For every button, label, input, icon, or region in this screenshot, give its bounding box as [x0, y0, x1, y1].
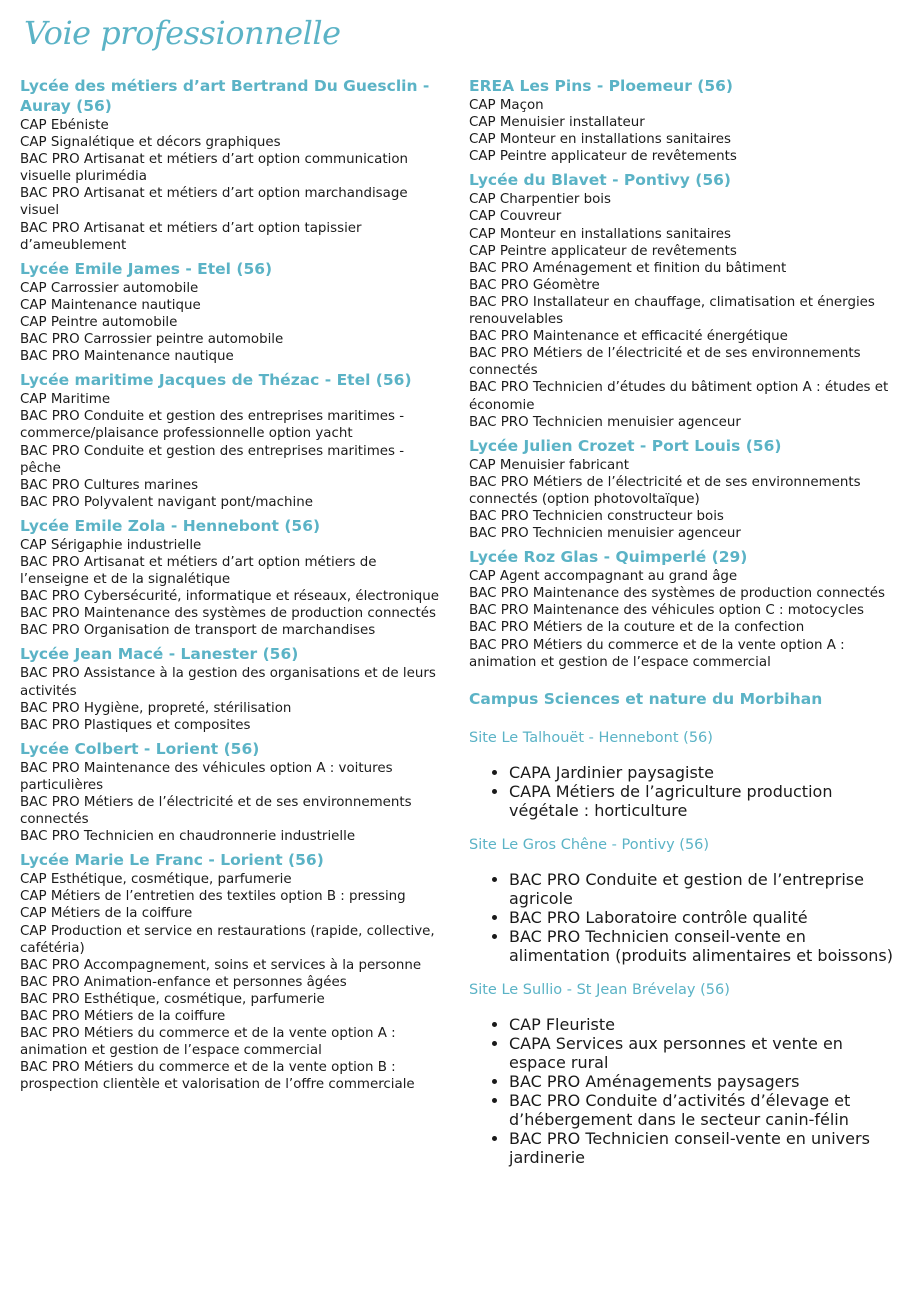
program-item: • CAPA Jardinier paysagiste [509, 763, 894, 782]
program-item: CAP Couvreur [469, 209, 562, 225]
school-block [469, 76, 894, 165]
program-list [20, 871, 448, 1093]
program-item: BAC PRO Technicien d’études du bâtiment option A : études et économie [469, 380, 889, 413]
program-item: CAP Monteur en installations sanitaires [469, 132, 731, 148]
school-block [20, 259, 448, 365]
program-item: BAC PRO Métiers de l’électricité et de ses environnements connectés [20, 795, 412, 828]
program-list [469, 191, 894, 430]
program-item: BAC PRO Maintenance nautique [20, 349, 234, 365]
program-item: CAP Monteur en installations sanitaires [469, 226, 731, 242]
school-block [20, 739, 448, 845]
program-item: CAP Maintenance nautique [20, 297, 201, 313]
left-column [20, 76, 448, 1099]
program-item: BAC PRO Métiers de la coiffure [20, 1009, 226, 1025]
program-item: BAC PRO Polyvalent navigant pont/machine [20, 494, 313, 510]
program-item: • BAC PRO Laboratoire contrôle qualité [509, 908, 894, 927]
program-item: CAP Ebéniste [20, 118, 109, 133]
program-item: BAC PRO Cybersécurité, informatique et réseaux, électronique [20, 589, 439, 605]
program-item: BAC PRO Maintenance des véhicules option C : motocycles [469, 603, 865, 619]
campus-section [469, 689, 894, 1167]
campus-title: Campus Sciences et nature du Morbihan [469, 689, 823, 708]
program-item: BAC PRO Conduite et gestion des entreprises maritimes - pêche [20, 443, 405, 476]
program-item: BAC PRO Maintenance des véhicules option A : voitures particulières [20, 760, 393, 793]
program-item: BAC PRO Hygiène, propreté, stérilisation [20, 700, 292, 716]
program-item: BAC PRO Maintenance des systèmes de production connectés [20, 606, 436, 622]
program-item: BAC PRO Métiers de l’électricité et de ses environnements connectés [469, 346, 861, 379]
program-item: CAP Charpentier bois [469, 192, 611, 208]
program-item: BAC PRO Technicien menuisier agenceur [469, 414, 741, 430]
site-block [469, 729, 894, 820]
program-item: CAP Maritime [20, 392, 111, 408]
site-block [469, 836, 894, 965]
program-list [469, 870, 894, 965]
program-item: • BAC PRO Conduite et gestion de l’entreprise agricole [509, 870, 894, 908]
program-list [20, 665, 448, 733]
program-item: BAC PRO Géomètre [469, 277, 600, 293]
school-block [20, 516, 448, 640]
program-item: BAC PRO Esthétique, cosmétique, parfumerie [20, 991, 325, 1007]
program-item: CAP Sérigaphie industrielle [20, 537, 202, 553]
school-name: Lycée des métiers d’art Bertrand Du Guesclin - Auray (56) [20, 77, 430, 115]
program-item: BAC PRO Métiers du commerce et de la vente option A : animation et gestion de l’espace commercial [20, 1026, 396, 1059]
program-item: BAC PRO Animation-enfance et personnes âgées [20, 974, 347, 990]
program-item: CAP Menuisier fabricant [469, 457, 629, 473]
program-list [20, 280, 448, 365]
program-item: BAC PRO Accompagnement, soins et services à la personne [20, 957, 422, 973]
program-item: BAC PRO Métiers de l’électricité et de ses environnements connectés (option photovoltaïque) [469, 474, 861, 507]
school-name: Lycée Roz Glas - Quimperlé (29) [469, 548, 748, 567]
school-name: EREA Les Pins - Ploemeur (56) [469, 77, 733, 95]
program-list [20, 537, 448, 640]
program-item: • BAC PRO Technicien conseil-vente en alimentation (produits alimentaires et boissons) [509, 927, 894, 965]
program-item: CAP Métiers de l’entretien des textiles option B : pressing [20, 889, 406, 905]
program-item: BAC PRO Technicien constructeur bois [469, 508, 724, 524]
school-name: Lycée Emile Zola - Hennebont (56) [20, 516, 321, 535]
program-item: • CAPA Services aux personnes et vente en espace rural [509, 1034, 894, 1072]
right-schools [469, 76, 894, 671]
right-column [469, 76, 894, 1183]
program-item: BAC PRO Cultures marines [20, 477, 199, 493]
school-name: Lycée maritime Jacques de Thézac - Etel (56) [20, 371, 412, 390]
site-name: Site Le Sullio - St Jean Brévelay (56) [469, 981, 730, 998]
school-block [20, 850, 448, 1093]
program-item: CAP Maçon [469, 98, 544, 113]
school-name: Lycée Colbert - Lorient (56) [20, 739, 260, 758]
program-list [469, 763, 894, 820]
program-item: CAP Production et service en restaurations (rapide, collective, cafétéria) [20, 923, 435, 956]
program-item: BAC PRO Métiers du commerce et de la vente option B : prospection clientèle et valorisation de l’offre commerciale [20, 1060, 415, 1093]
program-item: BAC PRO Métiers du commerce et de la vente option A : animation et gestion de l’espace commercial [469, 637, 845, 670]
program-item: CAP Peintre automobile [20, 314, 178, 330]
school-name: Lycée Emile James - Etel (56) [20, 259, 273, 278]
program-list [469, 457, 894, 542]
program-item: BAC PRO Carrossier peintre automobile [20, 332, 284, 348]
school-name: Lycée Jean Macé - Lanester (56) [20, 645, 299, 664]
program-item: BAC PRO Assistance à la gestion des organisations et de leurs activités [20, 666, 436, 699]
program-item: • CAPA Métiers de l’agriculture production végétale : horticulture [509, 782, 894, 820]
program-item: BAC PRO Plastiques et composites [20, 717, 251, 733]
program-item: BAC PRO Technicien en chaudronnerie industrielle [20, 829, 356, 845]
program-item: CAP Peintre applicateur de revêtements [469, 149, 737, 165]
program-item: • CAP Fleuriste [509, 1015, 894, 1034]
program-item: BAC PRO Maintenance des systèmes de production connectés [469, 586, 885, 602]
school-name: Lycée Julien Crozet - Port Louis (56) [469, 436, 782, 455]
program-item: • BAC PRO Conduite d’activités d’élevage et d’hébergement dans le secteur canin-félin [509, 1091, 894, 1129]
program-list [469, 1015, 894, 1167]
program-item: CAP Signalétique et décors graphiques [20, 135, 281, 151]
school-block [469, 547, 894, 671]
program-item: CAP Esthétique, cosmétique, parfumerie [20, 872, 292, 888]
school-name: Lycée du Blavet - Pontivy (56) [469, 171, 732, 190]
site-name: Site Le Gros Chêne - Pontivy (56) [469, 836, 710, 853]
program-list [469, 568, 894, 671]
page-title: Voie professionnelle [24, 14, 341, 52]
program-list [20, 117, 448, 254]
school-block [469, 170, 894, 430]
program-item: BAC PRO Artisanat et métiers d’art option tapissier d’ameublement [20, 220, 362, 253]
program-list [20, 391, 448, 511]
campus-sites [469, 729, 894, 1167]
program-item: • BAC PRO Aménagements paysagers [509, 1072, 894, 1091]
school-name: Lycée Marie Le Franc - Lorient (56) [20, 851, 324, 870]
program-item: • BAC PRO Technicien conseil-vente en univers jardinerie [509, 1129, 894, 1167]
program-item: BAC PRO Artisanat et métiers d’art option métiers de l’enseigne et de la signalétique [20, 554, 377, 588]
program-item: BAC PRO Maintenance et efficacité énergétique [469, 329, 788, 345]
program-item: BAC PRO Technicien menuisier agenceur [469, 526, 741, 542]
site-block [469, 981, 894, 1167]
school-block [20, 644, 448, 733]
site-name: Site Le Talhouët - Hennebont (56) [469, 729, 713, 746]
program-item: BAC PRO Métiers de la couture et de la confection [469, 620, 805, 636]
program-item: BAC PRO Conduite et gestion des entreprises maritimes - commerce/plaisance professionnelle option yacht [20, 409, 405, 442]
program-item: CAP Agent accompagnant au grand âge [469, 569, 738, 585]
program-item: BAC PRO Artisanat et métiers d’art option marchandisage visuel [20, 186, 408, 219]
program-list [469, 97, 894, 165]
program-item: BAC PRO Aménagement et finition du bâtiment [469, 260, 787, 276]
school-block [469, 436, 894, 542]
program-item: BAC PRO Artisanat et métiers d’art option communication visuelle plurimédia [20, 152, 409, 185]
program-item: BAC PRO Installateur en chauffage, climatisation et énergies renouvelables [469, 294, 875, 328]
program-item: BAC PRO Organisation de transport de marchandises [20, 623, 376, 639]
program-item: CAP Métiers de la coiffure [20, 906, 193, 922]
school-block [20, 76, 448, 254]
program-item: CAP Menuisier installateur [469, 115, 645, 131]
program-item: CAP Carrossier automobile [20, 280, 199, 296]
program-list [20, 760, 448, 845]
program-item: CAP Peintre applicateur de revêtements [469, 243, 737, 259]
school-block [20, 370, 448, 511]
